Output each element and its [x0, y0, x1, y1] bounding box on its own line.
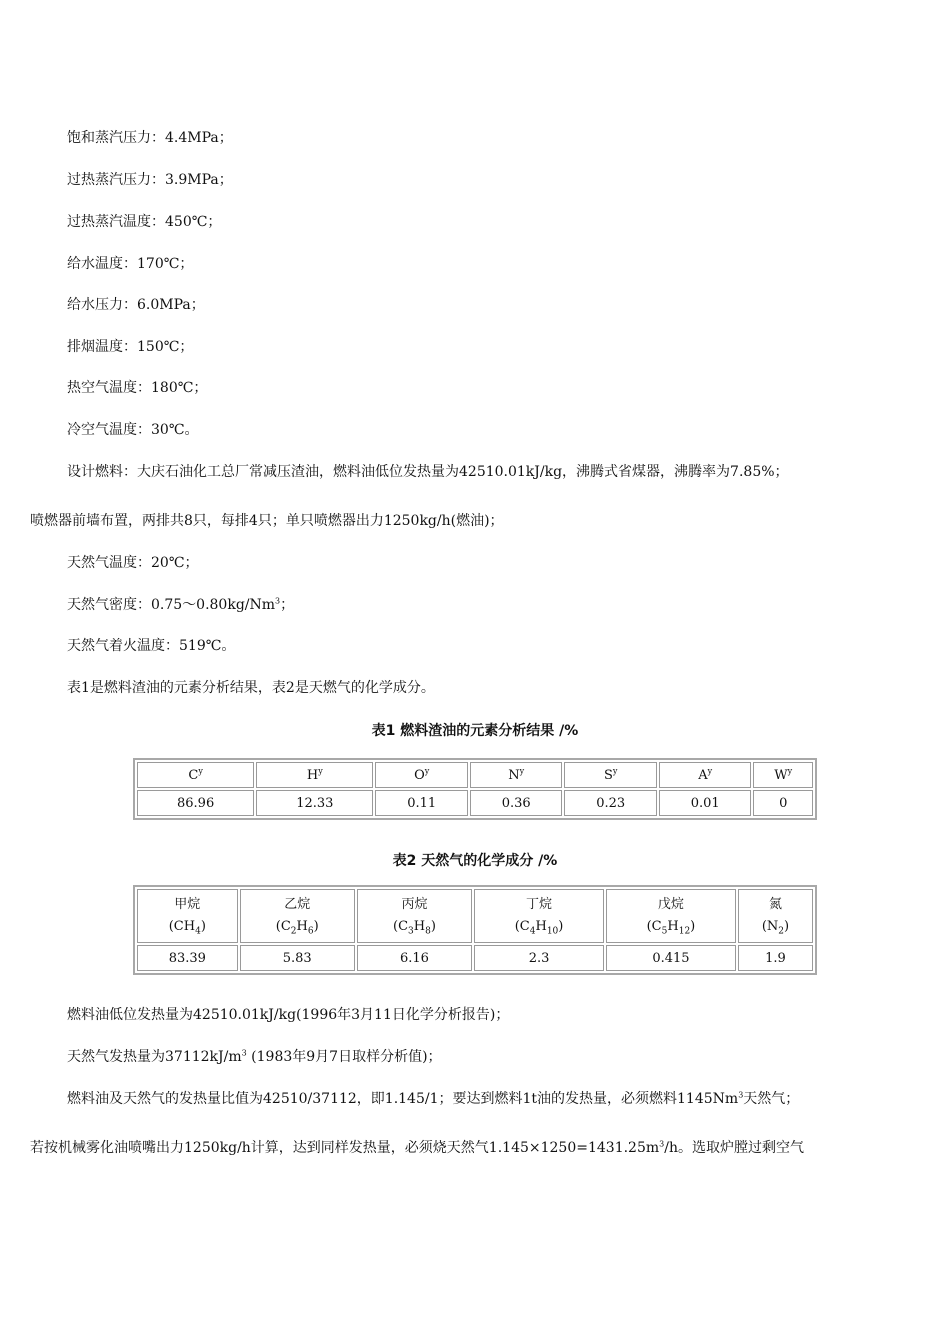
- table-cell: [137, 889, 238, 943]
- gas-formula: $(C_5H_{12})$: [646, 919, 696, 937]
- table-cell: 0.01: [659, 790, 752, 816]
- table-cell: 83.39: [137, 945, 238, 971]
- table2: [133, 885, 817, 975]
- text-line: 排烟温度：150℃；: [67, 339, 194, 355]
- table-cell: 1.9: [738, 945, 813, 971]
- text-line: 饱和蒸汽压力：4.4MPa；: [67, 130, 233, 146]
- table-cell: $H^y$: [256, 762, 373, 788]
- gas-name: 氮: [768, 897, 782, 912]
- table-header-row: [137, 762, 813, 788]
- gas-formula: $(C_4H_{10})$: [514, 919, 564, 937]
- table-header-row: [137, 889, 813, 943]
- table1: [133, 758, 817, 820]
- table-row: [137, 945, 813, 971]
- table-cell: [606, 889, 736, 943]
- table-cell: 0: [753, 790, 813, 816]
- table-cell: 0.11: [375, 790, 468, 816]
- gas-name: 丁烷: [526, 897, 553, 912]
- table1-caption: 表1 燃料渣油的元素分析结果 /%: [371, 723, 579, 739]
- table-cell: 2.3: [474, 945, 604, 971]
- table-cell: $C^y$: [137, 762, 254, 788]
- table-cell: [240, 889, 355, 943]
- gas-formula: $(C_3H_8)$: [393, 919, 436, 937]
- gas-formula: $(C_2H_6)$: [275, 919, 319, 937]
- text-line: 燃料油及天然气的发热量比值为42510/37112，即1.145/1；要达到燃料1t油的发热量，必须燃料1145Nm$^3$天然气；: [67, 1090, 800, 1107]
- gas-formula: $(CH_4)$: [168, 919, 206, 937]
- table-cell: [357, 889, 472, 943]
- text-line: 设计燃料：大庆石油化工总厂常减压渣油，燃料油低位发热量为42510.01kJ/kg，沸腾式省煤器，沸腾率为7.85%；: [67, 464, 789, 480]
- table-cell: 0.23: [564, 790, 657, 816]
- text-line: 燃料油低位发热量为42510.01kJ/kg(1996年3月11日化学分析报告)；: [67, 1007, 510, 1023]
- text-line: 天然气温度：20℃；: [67, 555, 199, 571]
- text-line: 给水温度：170℃；: [67, 256, 194, 272]
- text-line: 天然气着火温度：519℃。: [67, 638, 236, 654]
- table-cell: [474, 889, 604, 943]
- table-cell: 5.83: [240, 945, 355, 971]
- gas-name: 甲烷: [174, 897, 201, 912]
- table-cell: $N^y$: [470, 762, 563, 788]
- table-cell: $W^y$: [753, 762, 813, 788]
- gas-name: 戊烷: [657, 897, 684, 912]
- table-cell: 0.36: [470, 790, 563, 816]
- text-line: 表1是燃料渣油的元素分析结果，表2是天燃气的化学成分。: [67, 680, 435, 696]
- text-line: 冷空气温度：30℃。: [67, 422, 199, 438]
- text-line: 喷燃器前墙布置，两排共8只，每排4只；单只喷燃器出力1250kg/h(燃油)；: [30, 513, 504, 529]
- gas-name: 乙烷: [284, 897, 311, 912]
- table-cell: $A^y$: [659, 762, 752, 788]
- table-cell: 6.16: [357, 945, 472, 971]
- table-cell: 86.96: [137, 790, 254, 816]
- text-line: 天然气密度：0.75～0.80kg/Nm$^3$；: [67, 596, 295, 613]
- gas-formula: $(N_2)$: [761, 919, 790, 937]
- table-cell: $O^y$: [375, 762, 468, 788]
- text-line: 若按机械雾化油喷嘴出力1250kg/h计算，达到同样发热量，必须烧天然气$1.145\times 1250=1431.25m^3/h$。选取炉膛过剩空气: [30, 1139, 804, 1156]
- table-cell: 0.415: [606, 945, 736, 971]
- table-cell: [738, 889, 813, 943]
- table2-caption: 表2 天然气的化学成分 /%: [392, 853, 558, 869]
- table-row: [137, 790, 813, 816]
- text-line: 给水压力：6.0MPa；: [67, 297, 205, 313]
- text-line: 过热蒸汽压力：3.9MPa；: [67, 172, 233, 188]
- text-line: 过热蒸汽温度：450℃；: [67, 214, 222, 230]
- table-cell: $S^y$: [564, 762, 657, 788]
- text-line: 天然气发热量为$37112kJ/m^3$ (1983年9月7日取样分析值)；: [67, 1048, 442, 1065]
- table-cell: 12.33: [256, 790, 373, 816]
- gas-name: 丙烷: [401, 897, 428, 912]
- text-line: 热空气温度：180℃；: [67, 380, 208, 396]
